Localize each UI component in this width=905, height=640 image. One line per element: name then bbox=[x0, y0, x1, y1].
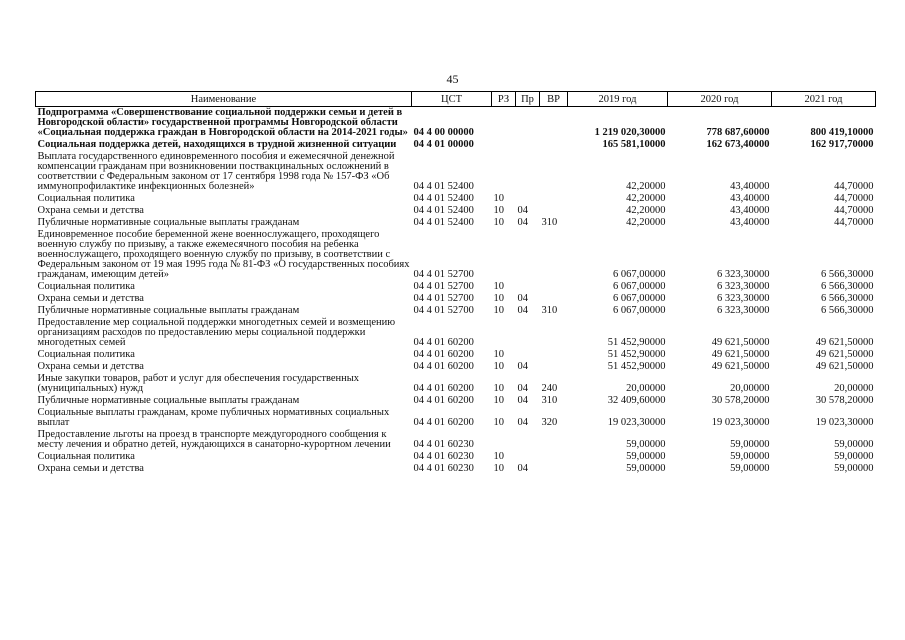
table-row bbox=[36, 281, 876, 293]
header-2019: 2019 год bbox=[568, 92, 668, 107]
row-rz: 10 bbox=[493, 205, 504, 216]
row-amount-2019: 19 023,30000 bbox=[607, 417, 666, 428]
row-vr bbox=[540, 151, 568, 193]
row-amount-2021: 6 566,30000 bbox=[821, 293, 874, 304]
row-amount-2020: 20,00000 bbox=[730, 383, 770, 394]
row-name: Охрана семьи и детства bbox=[37, 293, 144, 304]
row-rz: 10 bbox=[493, 463, 504, 474]
row-amount-2021: 59,00000 bbox=[834, 439, 874, 450]
row-rz: 10 bbox=[493, 383, 504, 394]
row-rz bbox=[492, 107, 516, 140]
header-vr: ВР bbox=[540, 92, 568, 107]
row-rz: 10 bbox=[493, 217, 504, 228]
row-amount-2021: 6 566,30000 bbox=[821, 281, 874, 292]
row-amount-2019: 42,20000 bbox=[626, 217, 666, 228]
row-amount-2020: 43,40000 bbox=[730, 181, 770, 192]
row-name: Предоставление льготы на проезд в транспорте междугородного сообщения к месту лечения и обратно детей, нуждающихся в санаторно-курортном лечении bbox=[37, 429, 391, 450]
row-amount-2020: 43,40000 bbox=[730, 205, 770, 216]
row-code: 04 4 01 60200 bbox=[413, 395, 474, 406]
row-rz: 10 bbox=[493, 451, 504, 462]
row-name: Охрана семьи и детства bbox=[37, 205, 144, 216]
row-code: 04 4 01 52400 bbox=[413, 205, 474, 216]
row-amount-2020: 6 323,30000 bbox=[717, 281, 770, 292]
row-amount-2021: 44,70000 bbox=[834, 193, 874, 204]
row-amount-2019: 59,00000 bbox=[626, 439, 666, 450]
row-pr bbox=[516, 107, 540, 140]
header-code: ЦСТ bbox=[412, 92, 492, 107]
row-amount-2020: 19 023,30000 bbox=[711, 417, 770, 428]
row-rz: 10 bbox=[493, 193, 504, 204]
row-amount-2019: 59,00000 bbox=[626, 463, 666, 474]
row-vr bbox=[540, 429, 568, 451]
row-rz: 10 bbox=[493, 293, 504, 304]
row-amount-2019: 6 067,00000 bbox=[613, 305, 666, 316]
row-amount-2019: 51 452,90000 bbox=[607, 349, 666, 360]
row-name: Социальные выплаты гражданам, кроме публичных нормативных социальных выплат bbox=[37, 407, 390, 428]
row-pr bbox=[516, 193, 540, 205]
row-name: Социальная политика bbox=[37, 193, 135, 204]
row-name: Социальная поддержка детей, находящихся в трудной жизненной ситуации bbox=[37, 139, 397, 150]
row-code: 04 4 01 60230 bbox=[413, 463, 474, 474]
row-vr bbox=[540, 139, 568, 151]
table-row bbox=[36, 193, 876, 205]
row-amount-2019: 51 452,90000 bbox=[607, 337, 666, 348]
row-rz bbox=[492, 317, 516, 349]
budget-table bbox=[35, 91, 876, 475]
table-row bbox=[36, 451, 876, 463]
row-name: Подпрограмма «Совершенствование социальной поддержки семьи и детей в Новгородской области» государственной программы Новгородской области «Социальная поддержка граждан в Новгородской области на 2014-2021 годы» bbox=[37, 107, 408, 138]
row-code: 04 4 00 00000 bbox=[413, 127, 474, 138]
table-header-row bbox=[36, 92, 876, 107]
page-number: 45 bbox=[446, 72, 459, 86]
row-code: 04 4 01 60200 bbox=[413, 383, 474, 394]
row-pr bbox=[516, 451, 540, 463]
row-amount-2020: 59,00000 bbox=[730, 463, 770, 474]
row-name: Иные закупки товаров, работ и услуг для обеспечения государственных (муниципальных) нужд bbox=[37, 373, 360, 394]
row-name: Охрана семьи и детства bbox=[37, 463, 144, 474]
row-amount-2019: 20,00000 bbox=[626, 383, 666, 394]
row-code: 04 4 01 60230 bbox=[413, 451, 474, 462]
row-code: 04 4 01 60200 bbox=[413, 337, 474, 348]
row-pr bbox=[516, 151, 540, 193]
row-pr: 04 bbox=[517, 361, 528, 372]
row-code: 04 4 01 60200 bbox=[413, 417, 474, 428]
table-row bbox=[36, 139, 876, 151]
row-pr bbox=[516, 229, 540, 281]
row-amount-2021: 30 578,20000 bbox=[815, 395, 874, 406]
row-pr: 04 bbox=[517, 463, 528, 474]
row-amount-2020: 43,40000 bbox=[730, 217, 770, 228]
row-pr: 04 bbox=[517, 417, 528, 428]
row-pr: 04 bbox=[517, 305, 528, 316]
row-vr bbox=[540, 229, 568, 281]
row-amount-2021: 19 023,30000 bbox=[815, 417, 874, 428]
row-name: Выплата государственного единовременного пособия и ежемесячной денежной компенсации гражданам при возникновении поствакцинальных осложнений в соответствии с Федеральным законом от 17 сентября 1998 года № 157-ФЗ «Об иммунопрофилактике инфекционных болезней» bbox=[37, 151, 395, 192]
table-row bbox=[36, 395, 876, 407]
row-amount-2020: 49 621,50000 bbox=[711, 349, 770, 360]
row-pr: 04 bbox=[517, 293, 528, 304]
row-amount-2021: 162 917,70000 bbox=[810, 139, 874, 150]
row-amount-2021: 44,70000 bbox=[834, 205, 874, 216]
row-amount-2020: 49 621,50000 bbox=[711, 361, 770, 372]
table-row bbox=[36, 205, 876, 217]
table-row bbox=[36, 373, 876, 395]
row-amount-2019: 51 452,90000 bbox=[607, 361, 666, 372]
table-row bbox=[36, 107, 876, 140]
row-code: 04 4 01 60230 bbox=[413, 439, 474, 450]
row-vr: 310 bbox=[541, 305, 558, 316]
row-amount-2020: 49 621,50000 bbox=[711, 337, 770, 348]
row-rz bbox=[492, 229, 516, 281]
row-name: Публичные нормативные социальные выплаты гражданам bbox=[37, 217, 300, 228]
row-code: 04 4 01 60200 bbox=[413, 361, 474, 372]
table-row bbox=[36, 429, 876, 451]
row-pr: 04 bbox=[517, 383, 528, 394]
table-row bbox=[36, 361, 876, 373]
row-pr bbox=[516, 281, 540, 293]
row-code: 04 4 01 52400 bbox=[413, 181, 474, 192]
row-rz bbox=[492, 151, 516, 193]
row-vr bbox=[540, 293, 568, 305]
row-name: Социальная политика bbox=[37, 349, 135, 360]
row-vr bbox=[540, 349, 568, 361]
table-row bbox=[36, 229, 876, 281]
row-code: 04 4 01 52700 bbox=[413, 281, 474, 292]
row-amount-2021: 44,70000 bbox=[834, 217, 874, 228]
row-rz: 10 bbox=[493, 281, 504, 292]
row-pr bbox=[516, 139, 540, 151]
row-amount-2021: 6 566,30000 bbox=[821, 269, 874, 280]
table-row bbox=[36, 317, 876, 349]
table-row bbox=[36, 293, 876, 305]
row-amount-2019: 59,00000 bbox=[626, 451, 666, 462]
header-pr: Пр bbox=[516, 92, 540, 107]
row-amount-2019: 32 409,60000 bbox=[607, 395, 666, 406]
row-vr: 240 bbox=[541, 383, 558, 394]
row-pr bbox=[516, 317, 540, 349]
row-code: 04 4 01 60200 bbox=[413, 349, 474, 360]
header-2021: 2021 год bbox=[772, 92, 876, 107]
row-amount-2019: 165 581,10000 bbox=[602, 139, 666, 150]
table-row bbox=[36, 463, 876, 475]
row-name: Охрана семьи и детства bbox=[37, 361, 144, 372]
table-row bbox=[36, 151, 876, 193]
row-rz bbox=[492, 429, 516, 451]
row-amount-2020: 778 687,60000 bbox=[706, 127, 770, 138]
table-row bbox=[36, 217, 876, 229]
row-rz: 10 bbox=[493, 417, 504, 428]
row-amount-2019: 42,20000 bbox=[626, 205, 666, 216]
table-row bbox=[36, 349, 876, 361]
row-vr bbox=[540, 451, 568, 463]
row-amount-2019: 6 067,00000 bbox=[613, 269, 666, 280]
row-pr bbox=[516, 349, 540, 361]
row-vr bbox=[540, 463, 568, 475]
row-amount-2020: 6 323,30000 bbox=[717, 293, 770, 304]
row-amount-2019: 6 067,00000 bbox=[613, 293, 666, 304]
table-body bbox=[36, 107, 876, 476]
row-vr bbox=[540, 317, 568, 349]
row-code: 04 4 01 52700 bbox=[413, 305, 474, 316]
row-amount-2019: 1 219 020,30000 bbox=[594, 127, 666, 138]
row-vr bbox=[540, 193, 568, 205]
row-amount-2021: 59,00000 bbox=[834, 451, 874, 462]
row-name: Публичные нормативные социальные выплаты гражданам bbox=[37, 305, 300, 316]
header-rz: РЗ bbox=[492, 92, 516, 107]
row-amount-2019: 42,20000 bbox=[626, 181, 666, 192]
row-amount-2020: 6 323,30000 bbox=[717, 269, 770, 280]
row-pr: 04 bbox=[517, 395, 528, 406]
row-rz: 10 bbox=[493, 349, 504, 360]
row-code: 04 4 01 52700 bbox=[413, 293, 474, 304]
row-amount-2020: 59,00000 bbox=[730, 451, 770, 462]
header-2020: 2020 год bbox=[668, 92, 772, 107]
row-amount-2021: 49 621,50000 bbox=[815, 337, 874, 348]
row-vr bbox=[540, 361, 568, 373]
row-vr bbox=[540, 205, 568, 217]
table-row bbox=[36, 407, 876, 429]
row-amount-2021: 49 621,50000 bbox=[815, 361, 874, 372]
row-amount-2019: 6 067,00000 bbox=[613, 281, 666, 292]
row-amount-2020: 6 323,30000 bbox=[717, 305, 770, 316]
row-amount-2021: 59,00000 bbox=[834, 463, 874, 474]
row-name: Публичные нормативные социальные выплаты гражданам bbox=[37, 395, 300, 406]
row-amount-2021: 20,00000 bbox=[834, 383, 874, 394]
row-vr bbox=[540, 281, 568, 293]
row-name: Предоставление мер социальной поддержки многодетных семей и возмещению организациям расходов по предоставлению меры социальной поддержки многодетных семей bbox=[37, 317, 396, 348]
header-name: Наименование bbox=[36, 92, 412, 107]
row-code: 04 4 01 52400 bbox=[413, 193, 474, 204]
row-vr bbox=[540, 107, 568, 140]
row-amount-2020: 162 673,40000 bbox=[706, 139, 770, 150]
row-pr: 04 bbox=[517, 205, 528, 216]
row-amount-2020: 43,40000 bbox=[730, 193, 770, 204]
row-pr: 04 bbox=[517, 217, 528, 228]
row-name: Социальная политика bbox=[37, 451, 135, 462]
row-amount-2020: 59,00000 bbox=[730, 439, 770, 450]
row-name: Социальная политика bbox=[37, 281, 135, 292]
row-rz bbox=[492, 139, 516, 151]
row-rz: 10 bbox=[493, 395, 504, 406]
row-amount-2020: 30 578,20000 bbox=[711, 395, 770, 406]
row-amount-2021: 44,70000 bbox=[834, 181, 874, 192]
row-amount-2019: 42,20000 bbox=[626, 193, 666, 204]
row-rz: 10 bbox=[493, 305, 504, 316]
row-pr bbox=[516, 429, 540, 451]
row-code: 04 4 01 52700 bbox=[413, 269, 474, 280]
row-vr: 320 bbox=[541, 417, 558, 428]
row-amount-2021: 6 566,30000 bbox=[821, 305, 874, 316]
row-code: 04 4 01 00000 bbox=[413, 139, 474, 150]
row-name: Единовременное пособие беременной жене военнослужащего, проходящего военную службу по призыву, а также ежемесячного пособия на ребенка военнослужащего, проходящего военную службу по призыву, в соответствии с Федеральным законом от 19 мая 1995 года № 81-ФЗ «О государственных пособиях гражданам, имеющим детей» bbox=[37, 229, 410, 280]
table-row bbox=[36, 305, 876, 317]
row-amount-2021: 800 419,10000 bbox=[810, 127, 874, 138]
row-rz: 10 bbox=[493, 361, 504, 372]
row-vr: 310 bbox=[541, 395, 558, 406]
row-amount-2021: 49 621,50000 bbox=[815, 349, 874, 360]
row-code: 04 4 01 52400 bbox=[413, 217, 474, 228]
row-vr: 310 bbox=[541, 217, 558, 228]
